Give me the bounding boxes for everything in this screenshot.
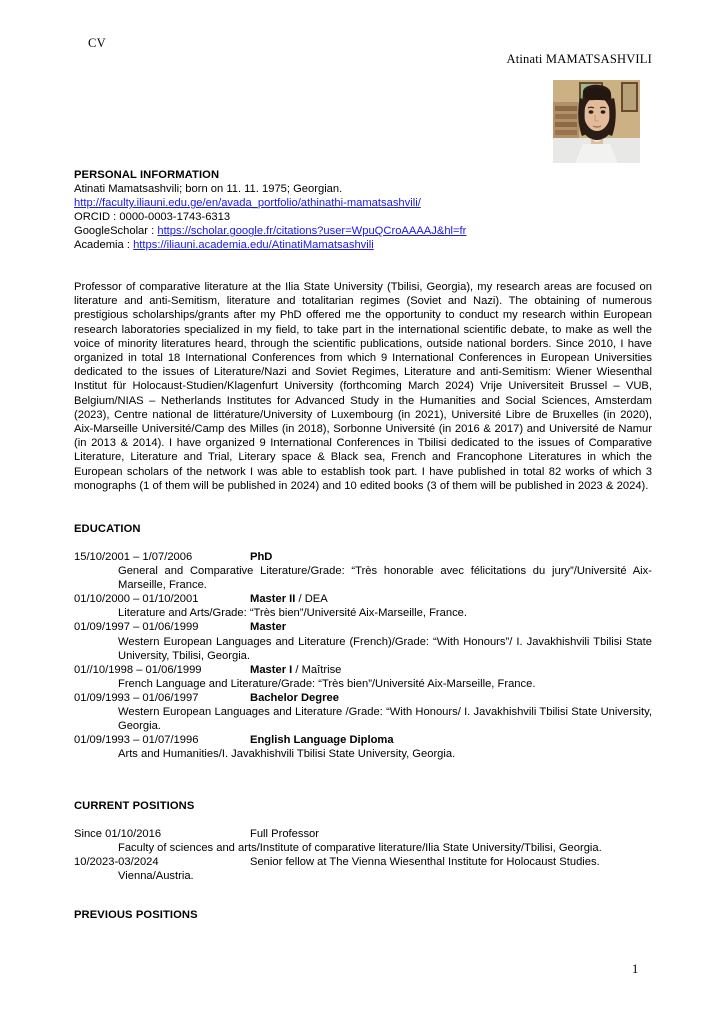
current-position-date: 10/2023-03/2024 <box>74 856 159 869</box>
previous-positions-section <box>74 908 652 922</box>
academia-link[interactable]: https://iliauni.academia.edu/AtinatiMamatsashvili <box>133 239 374 252</box>
education-entry-title: Master <box>250 621 287 634</box>
identity-line: Atinati Mamatsashvili; born on 11. 11. 1975; Georgian. <box>74 183 343 195</box>
education-entry-date: 01/10/2000 – 01/10/2001 <box>74 593 199 606</box>
google-scholar-label: GoogleScholar : <box>74 225 158 238</box>
education-entry-date: 01/09/1997 – 01/06/1999 <box>74 621 199 634</box>
education-entry <box>74 691 652 705</box>
education-entry <box>74 550 652 564</box>
education-heading: EDUCATION <box>74 523 141 535</box>
education-entry-detail: Literature and Arts/Grade: “Très bien”/Université Aix-Marseille, France. <box>118 607 468 620</box>
education-entry-title: Bachelor Degree <box>250 691 339 704</box>
orcid-value: 0000-0003-1743-6313 <box>119 211 231 224</box>
biography-section <box>74 280 652 493</box>
education-entry-date: 01/09/1993 – 01/07/1996 <box>74 734 199 747</box>
current-position-title: Full Professor <box>250 828 320 840</box>
education-entry-title: Master II <box>250 593 296 606</box>
education-entry-date: 15/10/2001 – 1/07/2006 <box>74 551 193 563</box>
google-scholar-link[interactable]: https://scholar.google.fr/citations?user=WpuQCroAAAAJ&hl=fr <box>157 225 467 238</box>
education-entry-detail: Western European Languages and Literature (French)/Grade: “With Honours”/ I. Javakhishvili Tbilisi State University, Tbilisi, Georgia. <box>118 635 652 662</box>
education-entry-title-suffix: / DEA <box>295 593 328 606</box>
education-entry-detail: General and Comparative Literature/Grade: “Très honorable avec félicitations du jury”/Université Aix-Marseille, France. <box>118 565 652 592</box>
personal-information-heading: PERSONAL INFORMATION <box>74 169 220 181</box>
academia-label: Academia : <box>74 239 134 252</box>
orcid-label: ORCID : <box>74 211 120 224</box>
current-position-detail: Vienna/Austria. <box>118 870 194 883</box>
faculty-website-link[interactable]: http://faculty.iliauni.edu.ge/en/avada_portfolio/athinathi-mamatsashvili/ <box>74 197 421 210</box>
biography-paragraph: Professor of comparative literature at the Ilia State University (Tbilisi, Georgia), my research areas are focused on literature and anti-Semitism, literature and totalitarian regimes (Soviet and Nazi). The obtaining of numerous prestigious scholarships/grants after my PhD offered me the opportunity to conduct my research within European research laboratories specialized in my field, to take part in the international scientific debate, to make as well the voice of minority literatures heard, through the scientific publications, outside national borders. Since 2010, I have organized in total 18 International Conferences from which 9 International Conferences in European Universities dedicated to the issues of Literature/Nazi and Soviet Regimes, Literature and anti-Semitism: Wiener Wiesenthal Institut für Holocaust-Studien/Klagenfurt University (forthcoming March 2024) Vrije Universiteit Brussel – VUB, Belgium/NIAS – Netherlands Institutes for Advanced Study in the Humanities and Social Sciences, Amsterdam (2023), Centre national de littérature/University of Luxembourg (in 2021), Université Libre de Bruxelles (in 2020), Aix-Marseille Université/Camp des Milles (in 2018), Sorbonne Université (in 2016 & 2017) and Université de Namur (in 2013 & 2014). I have organized 9 International Conferences in Tbilisi dedicated to the issues of Comparative Literature, Literature and Trial, Literary space & Black sea, French and Francophone Literatures in which the European scholars of the network I was able to establish took part. I have published in total 82 works of which 3 monographs (1 of them will be published in 2024) and 10 edited books (3 of them will be published in 2023 & 2024). <box>74 281 652 492</box>
education-entry-detail: French Language and Literature/Grade: “Très bien”/Université Aix-Marseille, France. <box>118 677 536 690</box>
current-position-date: Since 01/10/2016 <box>74 828 162 840</box>
education-entry-detail: Western European Languages and Literature /Grade: “With Honours/ I. Javakhishvili Tbilisi State University, Georgia. <box>118 706 652 733</box>
education-entry <box>74 733 652 747</box>
education-entry-title: English Language Diploma <box>250 734 394 747</box>
current-position-detail: Faculty of sciences and arts/Institute of comparative literature/Ilia State University/Tbilisi, Georgia. <box>118 842 602 855</box>
education-entry-title-suffix: / Maîtrise <box>292 663 342 676</box>
previous-positions-heading: PREVIOUS POSITIONS <box>74 909 198 921</box>
candidate-name-header: Atinati MAMATSASHVILI <box>506 52 652 66</box>
current-positions-heading: CURRENT POSITIONS <box>74 800 195 812</box>
education-entry <box>74 663 652 677</box>
portrait-photo <box>553 80 640 163</box>
education-entry-title: Master I <box>250 663 293 676</box>
current-position-entry <box>74 855 652 869</box>
education-entry-title: PhD <box>250 551 273 563</box>
document-type-label: CV <box>88 36 106 50</box>
personal-information-section <box>74 168 652 252</box>
page-number: 1 <box>632 962 639 976</box>
current-position-title: Senior fellow at The Vienna Wiesenthal Institute for Holocaust Studies. <box>250 856 600 869</box>
education-entry-detail: Arts and Humanities/I. Javakhishvili Tbilisi State University, Georgia. <box>118 748 456 761</box>
education-entry <box>74 620 652 634</box>
education-entry-date: 01/09/1993 – 01/06/1997 <box>74 691 199 704</box>
current-position-entry <box>74 827 652 841</box>
education-entry <box>74 592 652 606</box>
education-entry-date: 01//10/1998 – 01/06/1999 <box>74 663 202 676</box>
current-positions-section <box>74 799 652 883</box>
education-section <box>74 522 652 761</box>
